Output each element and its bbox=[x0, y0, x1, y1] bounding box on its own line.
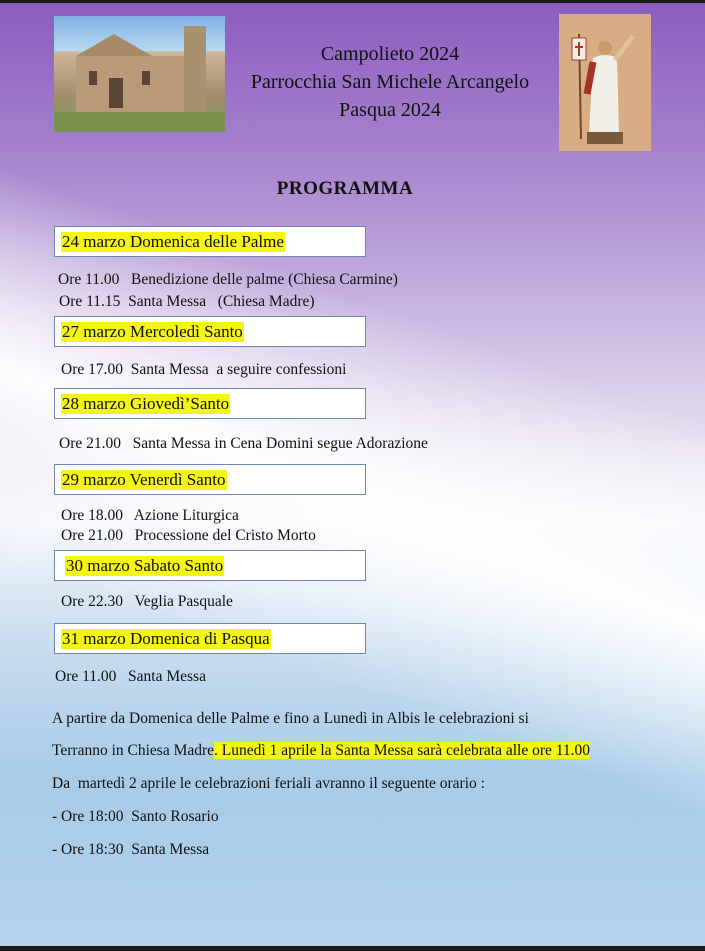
risen-christ-statue-photo bbox=[559, 14, 651, 151]
day-heading: 28 marzo Giovedì’Santo bbox=[62, 394, 230, 413]
schedule-line: Ore 18.00 Azione Liturgica bbox=[61, 507, 239, 524]
schedule-line: Ore 11.00 Benedizione delle palme (Chiesa Carmine) bbox=[58, 271, 398, 288]
day-heading-box bbox=[54, 623, 366, 654]
header-easter-line: Pasqua 2024 bbox=[339, 99, 441, 121]
header-title-line: Campolieto 2024 bbox=[320, 43, 460, 65]
schedule-line: Ore 21.00 Processione del Cristo Morto bbox=[61, 527, 316, 544]
day-heading-box bbox=[54, 464, 366, 495]
day-heading-box bbox=[54, 316, 366, 347]
schedule-line: Ore 11.00 Santa Messa bbox=[55, 668, 206, 685]
header-parish-line: Parrocchia San Michele Arcangelo bbox=[250, 71, 530, 93]
notes-paragraph bbox=[52, 742, 590, 760]
day-heading: 24 marzo Domenica delle Palme bbox=[62, 232, 284, 251]
church-photo bbox=[54, 16, 225, 132]
day-heading-box bbox=[54, 388, 366, 419]
notes-paragraph: A partire da Domenica delle Palme e fino a Lunedì in Albis le celebrazioni si bbox=[52, 710, 529, 727]
notes-paragraph: Da martedì 2 aprile le celebrazioni feriali avranno il seguente orario : bbox=[52, 775, 485, 792]
schedule-line: Ore 21.00 Santa Messa in Cena Domini segue Adorazione bbox=[59, 435, 428, 452]
day-heading-box bbox=[54, 226, 366, 257]
day-heading: 27 marzo Mercoledì Santo bbox=[62, 322, 243, 341]
notes-list-item: - Ore 18:30 Santa Messa bbox=[52, 841, 210, 858]
day-heading: 31 marzo Domenica di Pasqua bbox=[62, 629, 270, 648]
notes-list-item: - Ore 18:00 Santo Rosario bbox=[52, 808, 219, 825]
day-heading: 29 marzo Venerdì Santo bbox=[62, 470, 226, 489]
flyer-page bbox=[0, 3, 705, 946]
schedule-line: Ore 22.30 Veglia Pasquale bbox=[61, 593, 233, 610]
program-heading: PROGRAMMA bbox=[276, 178, 414, 199]
schedule-line: Ore 11.15 Santa Messa (Chiesa Madre) bbox=[59, 293, 315, 310]
day-heading-box bbox=[54, 550, 366, 581]
day-heading: 30 marzo Sabato Santo bbox=[66, 556, 224, 575]
notes-highlight: . Lunedì 1 aprile la Santa Messa sarà celebrata alle ore 11.00 bbox=[214, 742, 591, 759]
notes-text: Terranno in Chiesa Madre bbox=[52, 742, 215, 759]
schedule-line: Ore 17.00 Santa Messa a seguire confessioni bbox=[61, 361, 347, 378]
